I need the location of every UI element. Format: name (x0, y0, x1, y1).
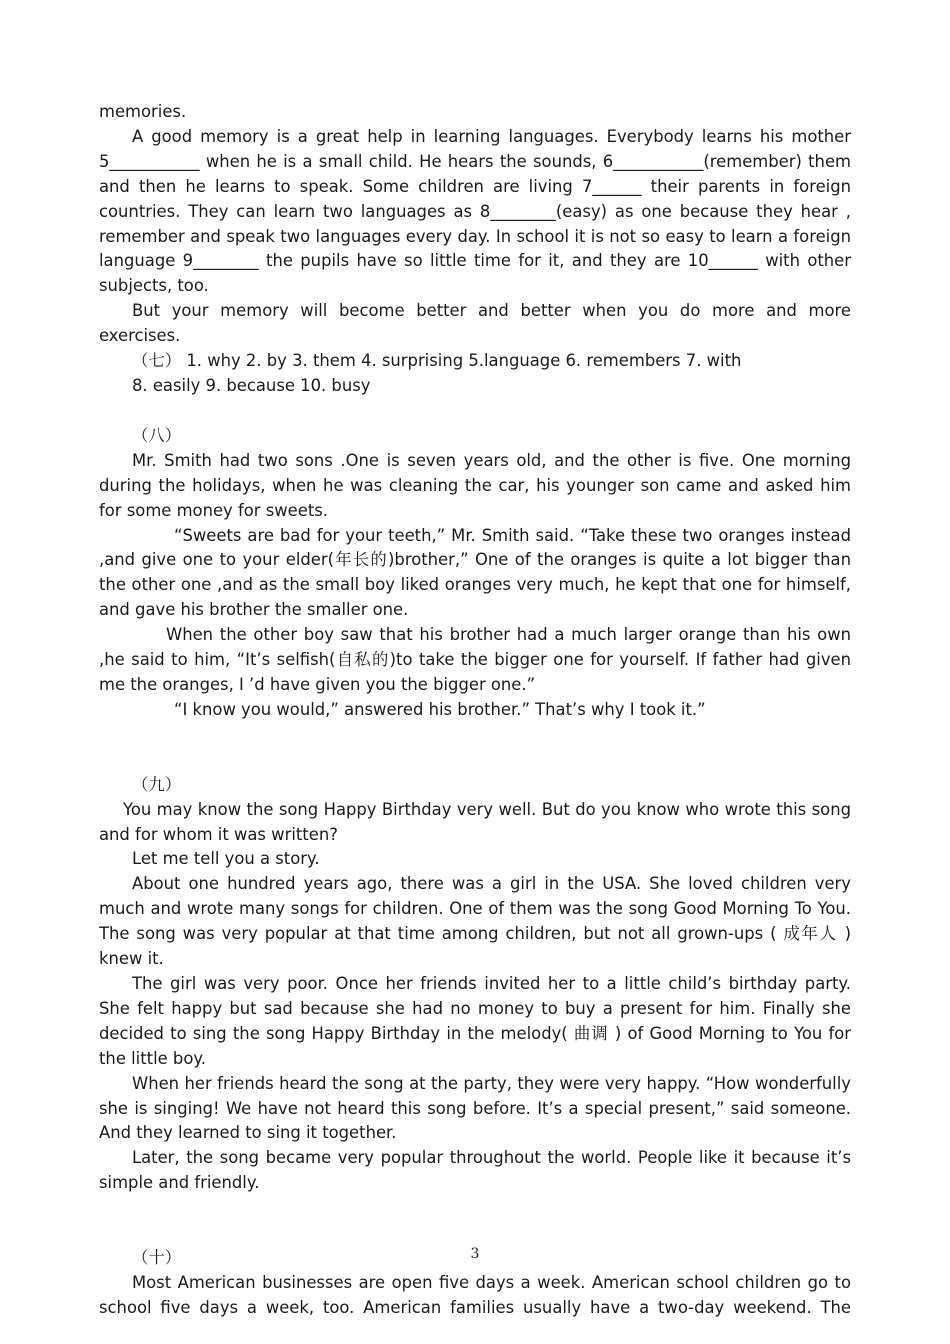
paragraph: Most American businesses are open five days a week. American school children go to school five days a week, too. American families usually have a two-day weekend. The (99, 1273, 851, 1317)
paragraph: But your memory will become better and better when you do more and more exercises. (99, 301, 851, 346)
answer-key-line: 8. easily 9. because 10. busy (132, 375, 371, 395)
paragraph: A good memory is a great help in learning languages. Everybody learns his mother 5___________ when he is a small child. He hears the sounds, 6___________(remember) them and then he learns to speak. Some children are living 7______ their parents in foreign countries. They can learn two languages as 8________(easy) as one because they hear , remember and speak two languages every day. In school it is not so easy to learn a foreign language 9________ the pupils have so little time for it, and they are 10______ with other subjects, too. (99, 126, 851, 296)
paragraph: Mr. Smith had two sons .One is seven years old, and the other is five. One morning during the holidays, when he was cleaning the car, his younger son came and asked him for some money for sweets. (99, 450, 851, 520)
paragraph: Let me tell you a story. (132, 849, 320, 869)
paragraph: Later, the song became very popular throughout the world. People like it because it’s simple and friendly. (99, 1148, 851, 1193)
paragraph: You may know the song Happy Birthday very well. But do you know who wrote this song and for whom it was written? (99, 799, 851, 844)
paragraph: The girl was very poor. Once her friends invited her to a little child’s birthday party. She felt happy but sad because she had no money to buy a present for him. Finally she decided to sing the song Happy Birthday in the melody( 曲调 ) of Good Morning to You for the little boy. (99, 974, 851, 1068)
paragraph: About one hundred years ago, there was a girl in the USA. She loved children very much and wrote many songs for children. One of them was the song Good Morning To You. The song was very popular at that time among children, but not all grown-ups ( 成年人 ) knew it. (99, 874, 851, 969)
answer-key-line: （七） 1. why 2. by 3. them 4. surprising 5.language 6. remembers 7. with (132, 351, 742, 371)
paragraph: memories. (99, 102, 187, 121)
paragraph: When the other boy saw that his brother had a much larger orange than his own ,he said to him, “It’s selfish(自私的)to take the bigger one for yourself. If father had given me the oranges, I ’d have given you the bigger one.” (99, 625, 851, 694)
document-page (99, 100, 851, 1321)
section-heading: （十） (132, 1248, 182, 1268)
paragraph: When her friends heard the song at the party, they were very happy. “How wonderfully she is singing! We have not heard this song before. It’s a special present,” said someone. And they learned to sing it together. (99, 1073, 851, 1143)
paragraph: “Sweets are bad for your teeth,” Mr. Smith said. “Take these two oranges instead ,and give one to your elder(年长的)brother,” One of the oranges is quite a lot bigger than the other one ,and as the small boy liked oranges very much, he kept that one for himself, and gave his brother the smaller one. (99, 525, 851, 620)
paragraph: “I know you would,” answered his brother.” That’s why I took it.” (174, 699, 706, 719)
section-heading: （九） (132, 774, 182, 794)
page-number: 3 (470, 1246, 480, 1262)
section-heading: （八） (132, 425, 182, 445)
